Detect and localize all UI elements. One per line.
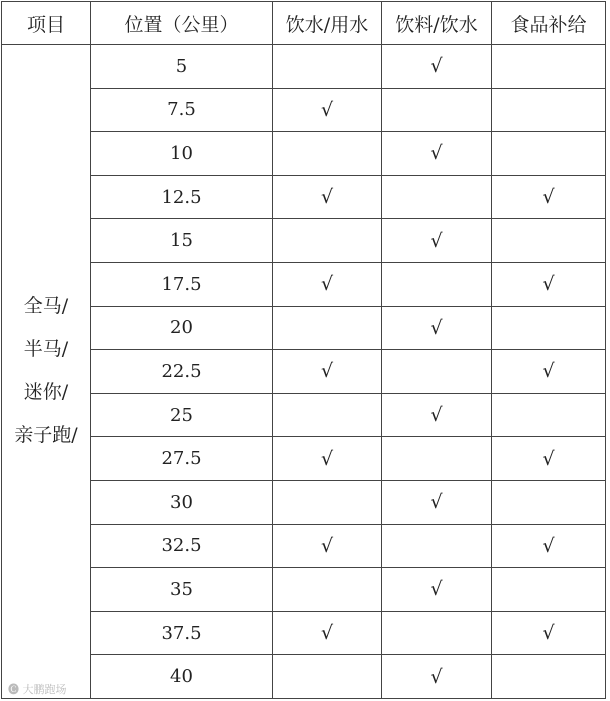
- position-cell: 22.5: [91, 350, 273, 394]
- table-row: [2, 568, 606, 612]
- drink-cell: [382, 611, 492, 655]
- watermark: 🅒 大鹏跑场: [8, 683, 67, 696]
- water-cell: [273, 88, 382, 132]
- table-row: [2, 219, 606, 263]
- table-row: [2, 306, 606, 350]
- check-mark-icon: √: [430, 55, 443, 78]
- drink-cell: [382, 480, 492, 524]
- drink-cell: [382, 45, 492, 89]
- category-line: 迷你/: [23, 381, 69, 404]
- table-row: [2, 480, 606, 524]
- food-cell: [492, 393, 606, 437]
- header-food: 食品补给: [492, 2, 606, 45]
- check-mark-icon: √: [430, 665, 443, 688]
- header-water: 饮水/用水: [273, 2, 382, 45]
- food-cell: [492, 219, 606, 263]
- water-cell: [273, 393, 382, 437]
- check-mark-icon: √: [320, 622, 334, 645]
- position-cell: 12.5: [91, 175, 273, 219]
- category-line: 全马/: [23, 295, 69, 318]
- category-line: 亲子跑/: [14, 424, 78, 447]
- water-cell: [273, 45, 382, 89]
- food-cell: [492, 88, 606, 132]
- check-mark-icon: √: [542, 186, 555, 209]
- check-mark-icon: √: [430, 142, 443, 165]
- header-position: 位置（公里）: [91, 2, 273, 45]
- position-cell: 17.5: [91, 262, 273, 306]
- check-mark-icon: √: [320, 186, 334, 209]
- water-cell: [273, 262, 382, 306]
- water-cell: [273, 219, 382, 263]
- check-mark-icon: √: [320, 447, 334, 470]
- table-row: [2, 611, 606, 655]
- food-cell: [492, 262, 606, 306]
- check-mark-icon: √: [320, 360, 334, 383]
- drink-cell: [382, 262, 492, 306]
- check-mark-icon: √: [542, 360, 555, 383]
- drink-cell: [382, 568, 492, 612]
- table-row: [2, 262, 606, 306]
- position-cell: 10: [91, 132, 273, 176]
- food-cell: [492, 306, 606, 350]
- water-cell: [273, 132, 382, 176]
- check-mark-icon: √: [430, 491, 443, 514]
- position-cell: 40: [91, 655, 273, 699]
- food-cell: [492, 132, 606, 176]
- drink-cell: [382, 88, 492, 132]
- check-mark-icon: √: [430, 229, 443, 252]
- water-cell: [273, 568, 382, 612]
- check-mark-icon: √: [542, 534, 555, 557]
- water-cell: [273, 611, 382, 655]
- food-cell: [492, 350, 606, 394]
- food-cell: [492, 524, 606, 568]
- check-mark-icon: √: [320, 273, 334, 296]
- food-cell: [492, 45, 606, 89]
- water-cell: [273, 655, 382, 699]
- food-cell: [492, 568, 606, 612]
- position-cell: 32.5: [91, 524, 273, 568]
- header-category: 项目: [2, 2, 91, 45]
- position-cell: 27.5: [91, 437, 273, 481]
- position-cell: 20: [91, 306, 273, 350]
- table-row: [2, 175, 606, 219]
- check-mark-icon: √: [430, 404, 443, 427]
- position-cell: 35: [91, 568, 273, 612]
- table-row: [2, 88, 606, 132]
- water-cell: [273, 175, 382, 219]
- table-row: [2, 45, 606, 89]
- table-row: [2, 393, 606, 437]
- aid-station-table: [1, 1, 606, 699]
- drink-cell: [382, 393, 492, 437]
- check-mark-icon: √: [542, 622, 555, 645]
- position-cell: 15: [91, 219, 273, 263]
- drink-cell: [382, 350, 492, 394]
- drink-cell: [382, 306, 492, 350]
- position-cell: 30: [91, 480, 273, 524]
- header-row: [2, 2, 606, 45]
- food-cell: [492, 655, 606, 699]
- food-cell: [492, 175, 606, 219]
- position-cell: 7.5: [91, 88, 273, 132]
- water-cell: [273, 437, 382, 481]
- table-row: [2, 132, 606, 176]
- check-mark-icon: √: [320, 98, 334, 121]
- food-cell: [492, 480, 606, 524]
- drink-cell: [382, 437, 492, 481]
- drink-cell: [382, 219, 492, 263]
- check-mark-icon: √: [430, 316, 443, 339]
- water-cell: [273, 480, 382, 524]
- water-cell: [273, 350, 382, 394]
- category-line: 半马/: [23, 338, 69, 361]
- table-row: [2, 524, 606, 568]
- drink-cell: [382, 175, 492, 219]
- food-cell: [492, 611, 606, 655]
- food-cell: [492, 437, 606, 481]
- check-mark-icon: √: [320, 534, 334, 557]
- drink-cell: [382, 524, 492, 568]
- table-row: [2, 437, 606, 481]
- drink-cell: [382, 655, 492, 699]
- position-cell: 5: [91, 45, 273, 89]
- table-row: [2, 655, 606, 699]
- header-drink: 饮料/饮水: [382, 2, 492, 45]
- drink-cell: [382, 132, 492, 176]
- category-cell: [2, 45, 91, 699]
- position-cell: 25: [91, 393, 273, 437]
- position-cell: 37.5: [91, 611, 273, 655]
- water-cell: [273, 306, 382, 350]
- check-mark-icon: √: [542, 273, 555, 296]
- water-cell: [273, 524, 382, 568]
- check-mark-icon: √: [430, 578, 443, 601]
- check-mark-icon: √: [542, 447, 555, 470]
- table-row: [2, 350, 606, 394]
